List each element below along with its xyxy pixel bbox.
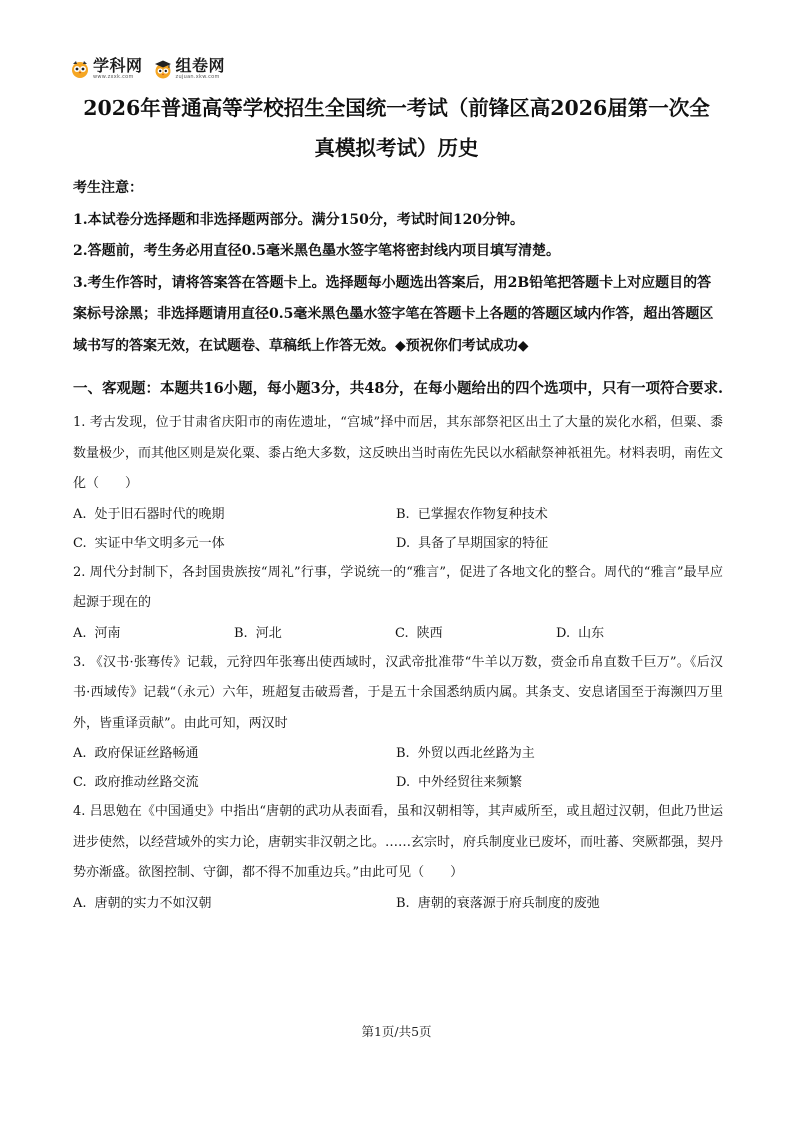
logo-url: zujuan.xkw.com (175, 74, 220, 80)
question-3 (73, 648, 723, 798)
question-1 (73, 408, 723, 558)
option-a: A. 处于旧石器时代的晚期 (73, 506, 225, 522)
notice-item-2: 2.答题前，考生务必用直径0.5毫米黑色墨水签字笔将密封线内项目填写清楚。 (73, 243, 560, 259)
question-stem: 1. 考古发现，位于甘肃省庆阳市的南佐遗址，“宫城”择中而居，其东部祭祀区出土了大量的炭化水稻，但粟、黍数量极少，而其他区则是炭化粟、黍占绝大多数，这反映出当时南佐先民以水稻献祭神祇祖先。材料表明，南佐文化（ ） (73, 415, 724, 491)
logo-url: www.zxxk.com (93, 74, 134, 80)
question-stem: 3. 《汉书·张骞传》记载，元狩四年张骞出使西域时，汉武帝批准带“牛羊以万数，赍金币帛直数千巨万”。《后汉书·西域传》记载“（永元）六年，班超复击破焉耆，于是五十余国悉纳质内属。其条支、安息诸国至于海濒四万里外，皆重译贡献”。由此可知，两汉时 (73, 654, 723, 731)
option-c: C. 政府推动丝路交流 (73, 775, 199, 790)
exam-title-line2: 真模拟考试）历史 (314, 136, 479, 160)
option-list (73, 500, 723, 558)
page-number: 第1页/共5页 (361, 1024, 432, 1039)
option-d: D. 山东 (556, 625, 605, 641)
question-stem: 4. 吕思勉在《中国通史》中指出“唐朝的武功从表面看，虽和汉朝相等，其声威所至，或且超过汉朝，但此乃世运进步使然，以经营域外的实力论，唐朝实非汉朝之比。……玄宗时，府兵制度业已废坏，而吐蕃、突厥都强，契丹势亦渐盛。欲图控制、守御，都不得不加重边兵。”由此可见（ ） (73, 804, 724, 880)
header-logos (70, 58, 225, 80)
notice-item-3: 3.考生作答时，请将答案答在答题卡上。选择题每小题选出答案后，用2B铅笔把答题卡上对应题目的答案标号涂黑；非选择题请用直径0.5毫米黑色墨水签字笔在答题卡上各题的答题区域内作答，超出答题区域书写的答案无效，在试题卷、草稿纸上作答无效。◆预祝你们考试成功◆ (73, 274, 714, 354)
zujuanwang-logo[interactable] (153, 58, 226, 80)
exam-title-line1: 2026年普通高等学校招生全国统一考试（前锋区高2026届第一次全 (83, 96, 710, 120)
option-b: B. 唐朝的衰落源于府兵制度的废弛 (396, 895, 600, 911)
logo-name: 学科网 (93, 56, 143, 75)
exam-title (60, 88, 733, 168)
option-a: A. 唐朝的实力不如汉朝 (73, 895, 212, 911)
option-c: C. 陕西 (395, 625, 443, 641)
option-b: B. 外贸以西北丝路为主 (396, 746, 535, 761)
exam-content (73, 173, 723, 918)
option-list (73, 619, 723, 648)
option-d: D. 中外经贸往来频繁 (396, 775, 523, 790)
notice-item-1: 1.本试卷分选择题和非选择题两部分。满分150分，考试时间120分钟。 (73, 211, 525, 228)
question-4 (73, 797, 723, 918)
option-a: A. 河南 (73, 625, 121, 641)
option-c: C. 实证中华文明多元一体 (73, 535, 225, 551)
option-list (73, 889, 723, 918)
option-list (73, 739, 723, 797)
owl-logo-icon (70, 59, 90, 79)
candidate-notice (73, 173, 723, 362)
option-d: D. 具备了早期国家的特征 (396, 535, 549, 551)
question-stem: 2. 周代分封制下，各封国贵族按“周礼”行事，学说统一的“雅言”，促进了各地文化的整合。周代的“雅言”最早应起源于现在的 (73, 564, 723, 610)
option-b: B. 河北 (234, 625, 282, 641)
section-heading: 一、客观题：本题共16小题，每小题3分，共48分，在每小题给出的四个选项中，只有一项符合要求. (73, 380, 723, 397)
xuekewang-logo[interactable] (70, 58, 143, 80)
owl-graduate-logo-icon (153, 59, 173, 79)
option-a: A. 政府保证丝路畅通 (73, 746, 199, 761)
option-b: B. 已掌握农作物复种技术 (396, 506, 548, 522)
logo-name: 组卷网 (175, 56, 226, 75)
notice-heading: 考生注意： (73, 180, 143, 196)
question-2 (73, 558, 723, 648)
